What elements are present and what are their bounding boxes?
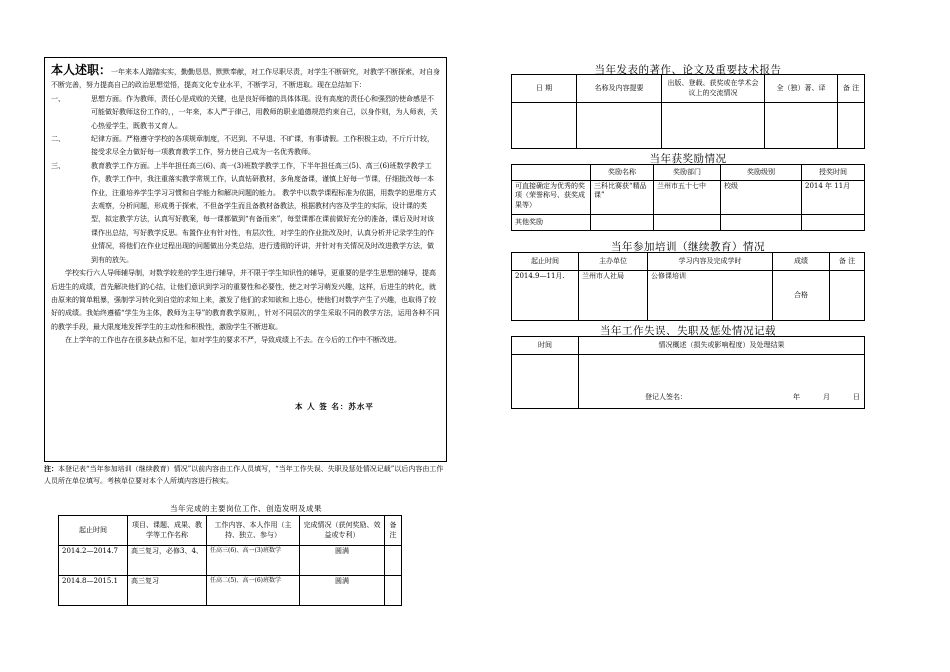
table-row [59, 576, 402, 606]
col-header: 起止时间 [512, 253, 579, 271]
col-header: 主办单位 [579, 253, 648, 271]
statement-item [51, 93, 440, 133]
col-header: 起止时间 [59, 516, 128, 546]
signature: 本 人 签 名：苏水平 [295, 402, 374, 411]
note-text: 本登记表“当年参加培训（继续教育）情况”以前内容由工作人员填写，“当年工作失误、失职及惩处情况记载”以后内容由工作人员所在单位填写。考核单位要对本个人所填内容进行核实。 [44, 465, 444, 485]
col-header: 学习内容及完成学时 [648, 253, 773, 271]
col-header: 全（独）著、译 [765, 75, 838, 103]
main-work-table [58, 515, 402, 606]
item-text: 纪律方面。严格遵守学校的各项规章制度，不迟到、不早退、不旷课，有事请假。工作积极主动，不斤斤计较，接受求尽全力做好每一项教育教学工作，努力使自己成为一名优秀教师。 [91, 135, 434, 157]
table-row [59, 546, 402, 576]
awards-title: 当年获奖励情况 [649, 153, 727, 165]
self-statement-intro: 一年来本人踏踏实实，勤勤恳恳，默默奉献，对工作尽职尽责，对学生不断研究，对教学不断探索，对自身不断完善，努力提高自己的政治思想觉悟，提高文化专业水平，不断学习，不断进取。现在总结如下： [51, 68, 441, 90]
faults-title: 当年工作失误、失职及惩处情况记载 [600, 325, 776, 337]
row-label: 可直接确定为优秀的奖项（荣誉称号、获奖成果等） [512, 181, 591, 215]
cell [385, 546, 402, 576]
col-header: 项目、课题、成果、教学等工作名称 [128, 516, 207, 546]
cell: 三科比赛获“精品课” [591, 181, 654, 215]
col-header: 情况概述（损失或影响程度）及处理结果 [579, 337, 865, 355]
cell: 2014.2—2014.7 [59, 546, 128, 576]
col-header: 奖励部门 [654, 165, 721, 181]
cell: 兰州市人社局 [579, 271, 648, 321]
self-statement-box [44, 57, 447, 462]
col-header: 备 注 [830, 253, 865, 271]
col-header: 成绩 [773, 253, 830, 271]
cell: 2014.8—2015.1 [59, 576, 128, 606]
item-number: 一、 [51, 94, 65, 103]
cell: 任高三(6)、高一(3)班数学 [207, 546, 300, 576]
col-header: 时间 [512, 337, 579, 355]
year-label: 年 [793, 393, 800, 401]
col-header: 授奖时间 [802, 165, 865, 181]
item-text: 教育教学工作方面。上半年担任高三(6)、高一(3)班数学教学工作，下半年担任高三(5)、高三(6)班数学教学工作，教学工作中，我注重落实教学常规工作，认真钻研教材，多角度备课，谨慎上好每一节课，仔细批改每一本作业，注重培养学生学习习惯和自学能力和解决问题的能力。 教学中以数学课程标准为依据，用数学的思维方式去观察，分析问题，形成勇于探索，不但备学生而且备教材备教法，根据教材内容及学生的实际，设计课的类型，拟定教学方法，认真写好教案，每一课都做到“有备而来”，每堂课都在课前做好充分的准备，课后及时对该课作出总结，写好教学反思。布置作业有针对性，有层次性，对学生的作业批改及时，认真分析并记录学生的作业情况，将他们在作业过程出现的问题做出分类总结，进行透彻的评讲，并针对有关情况及时改进教学方法，做到有的放矢。 [91, 161, 437, 264]
training-title: 当年参加培训（继续教育）情况 [611, 241, 765, 253]
training-table [511, 252, 865, 321]
col-header: 备 注 [385, 516, 402, 546]
cell: 任高二(5)、高一(6)班数学 [207, 576, 300, 606]
cell: 校级 [721, 181, 802, 215]
statement-item [51, 133, 440, 160]
row-label: 其他奖励 [512, 215, 591, 231]
cell: 2014 年 11月 [802, 181, 865, 215]
cell: 公修课培训 [648, 271, 773, 321]
table-row [512, 271, 865, 321]
statement-paragraph: 学校实行六人导师辅导制，对数学较差的学生进行辅导，并不限于学生知识性的辅导，更重要的是学生思想的辅导，提高后进生的成绩，首先解决他们的心结，让他们意识到学习的重要性和必要性，使之对学习萌发兴趣，这样，后进生的转化，就由原来的简单粗暴，强制学习转化到自觉的求知上来，激发了他们的求知欲和上进心，使他们对数学产生了兴趣，也取得了较好的成绩。我始终遵循“学生为主体，教师为主导”的教育教学原则，，针对不同层次的学生采取不同的教学方法，运用各种不同的教学手段，最大限度地发挥学生的主动性和积极性，激励学生不断进取。 [51, 269, 440, 331]
table-row [512, 215, 865, 231]
statement-item [51, 160, 440, 267]
col-header: 奖励名称 [591, 165, 654, 181]
publications-title: 当年发表的著作、论文及重要技术报告 [594, 64, 782, 76]
cell: 兰州市五十七中 [654, 181, 721, 215]
col-header: 日 期 [512, 75, 577, 103]
item-text: 思想方面。作为教师，责任心是成败的关键，也是良好师德的具体体现。没有高度的责任心和强烈的使命感是不可能做好教师这份工作的，，一年来，本人严于律己，用教师的职业道德规范约束自己，以身作则，为人师表，关心热爱学生，既教书又育人。 [91, 94, 438, 130]
sign-label: 登记人签名： [645, 393, 687, 401]
table-row [512, 355, 865, 409]
cell [385, 576, 402, 606]
registrar-signature-line [645, 393, 885, 402]
table-row [512, 103, 865, 149]
self-statement-heading: 本人述职： [51, 63, 112, 77]
cell: 2014.9—11月. [512, 271, 579, 321]
col-header: 备 注 [838, 75, 865, 103]
cell: 高三复习，必修3、4、 [128, 546, 207, 576]
note-label: 注： [44, 464, 58, 473]
table-row [512, 181, 865, 215]
col-header: 完成情况（获何奖励、效益或专利） [300, 516, 385, 546]
item-number: 二、 [51, 135, 65, 144]
cell [830, 271, 865, 321]
cell: 圆满 [300, 546, 385, 576]
day-label: 日 [853, 393, 860, 401]
item-number: 三、 [51, 161, 65, 170]
cell: 合格 [773, 271, 830, 321]
form-note [44, 463, 447, 487]
main-work-title: 当年完成的主要岗位工作、创造发明及成果 [170, 504, 322, 513]
publications-table [511, 74, 865, 149]
cell: 高三复习 [128, 576, 207, 606]
statement-paragraph: 在上学年的工作也存在很多缺点和不足，如对学生的要求不严，导致成绩上不去。在今后的工作中不断改进。 [65, 336, 401, 345]
cell: 圆满 [300, 576, 385, 606]
col-header: 工作内容、本人作用（主持、独立、参与） [207, 516, 300, 546]
col-header: 名称及内容提要 [577, 75, 662, 103]
faults-table [511, 336, 865, 409]
awards-table [511, 164, 865, 231]
col-header: 出版、登载、获奖或在学术会议上的交流情况 [662, 75, 765, 103]
month-label: 月 [823, 393, 830, 401]
col-header: 奖励级别 [721, 165, 802, 181]
